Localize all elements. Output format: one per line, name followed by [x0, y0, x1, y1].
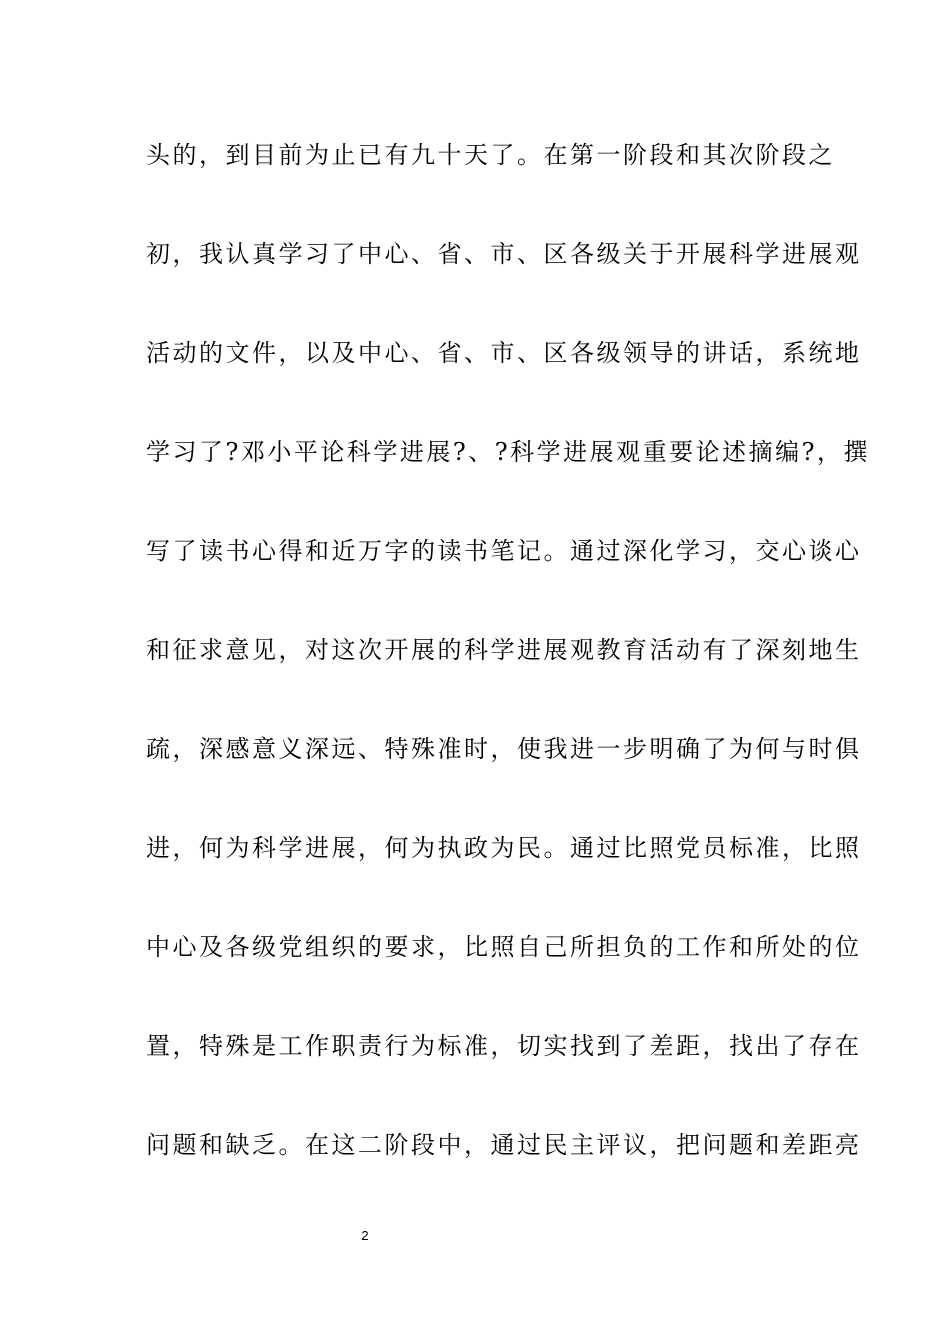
text-line: 中心及各级党组织的要求，比照自己所担负的工作和所处的位: [146, 933, 862, 961]
text-line: 写了读书心得和近万字的读书笔记。通过深化学习，交心谈心: [146, 537, 862, 565]
text-line: 问题和缺乏。在这二阶段中，通过民主评议，把问题和差距亮: [146, 1131, 862, 1159]
text-line: 和征求意见，对这次开展的科学进展观教育活动有了深刻地生: [146, 636, 862, 664]
text-line: 活动的文件，以及中心、省、市、区各级领导的讲话，系统地: [146, 339, 862, 367]
text-line: 初，我认真学习了中心、省、市、区各级关于开展科学进展观: [146, 240, 862, 268]
body-text: [146, 131, 870, 1220]
text-line: 疏，深感意义深远、特殊准时，使我进一步明确了为何与时俱: [146, 735, 862, 763]
text-line: 头的，到目前为止已有九十天了。在第一阶段和其次阶段之: [146, 141, 835, 169]
text-line: 置，特殊是工作职责行为标准，切实找到了差距，找出了存在: [146, 1032, 862, 1060]
text-line: 进，何为科学进展，何为执政为民。通过比照党员标准，比照: [146, 834, 862, 862]
page-number: 2: [361, 1228, 369, 1243]
text-line: 学习了?邓小平论科学进展?、?科学进展观重要论述摘编?，撰: [146, 438, 870, 466]
